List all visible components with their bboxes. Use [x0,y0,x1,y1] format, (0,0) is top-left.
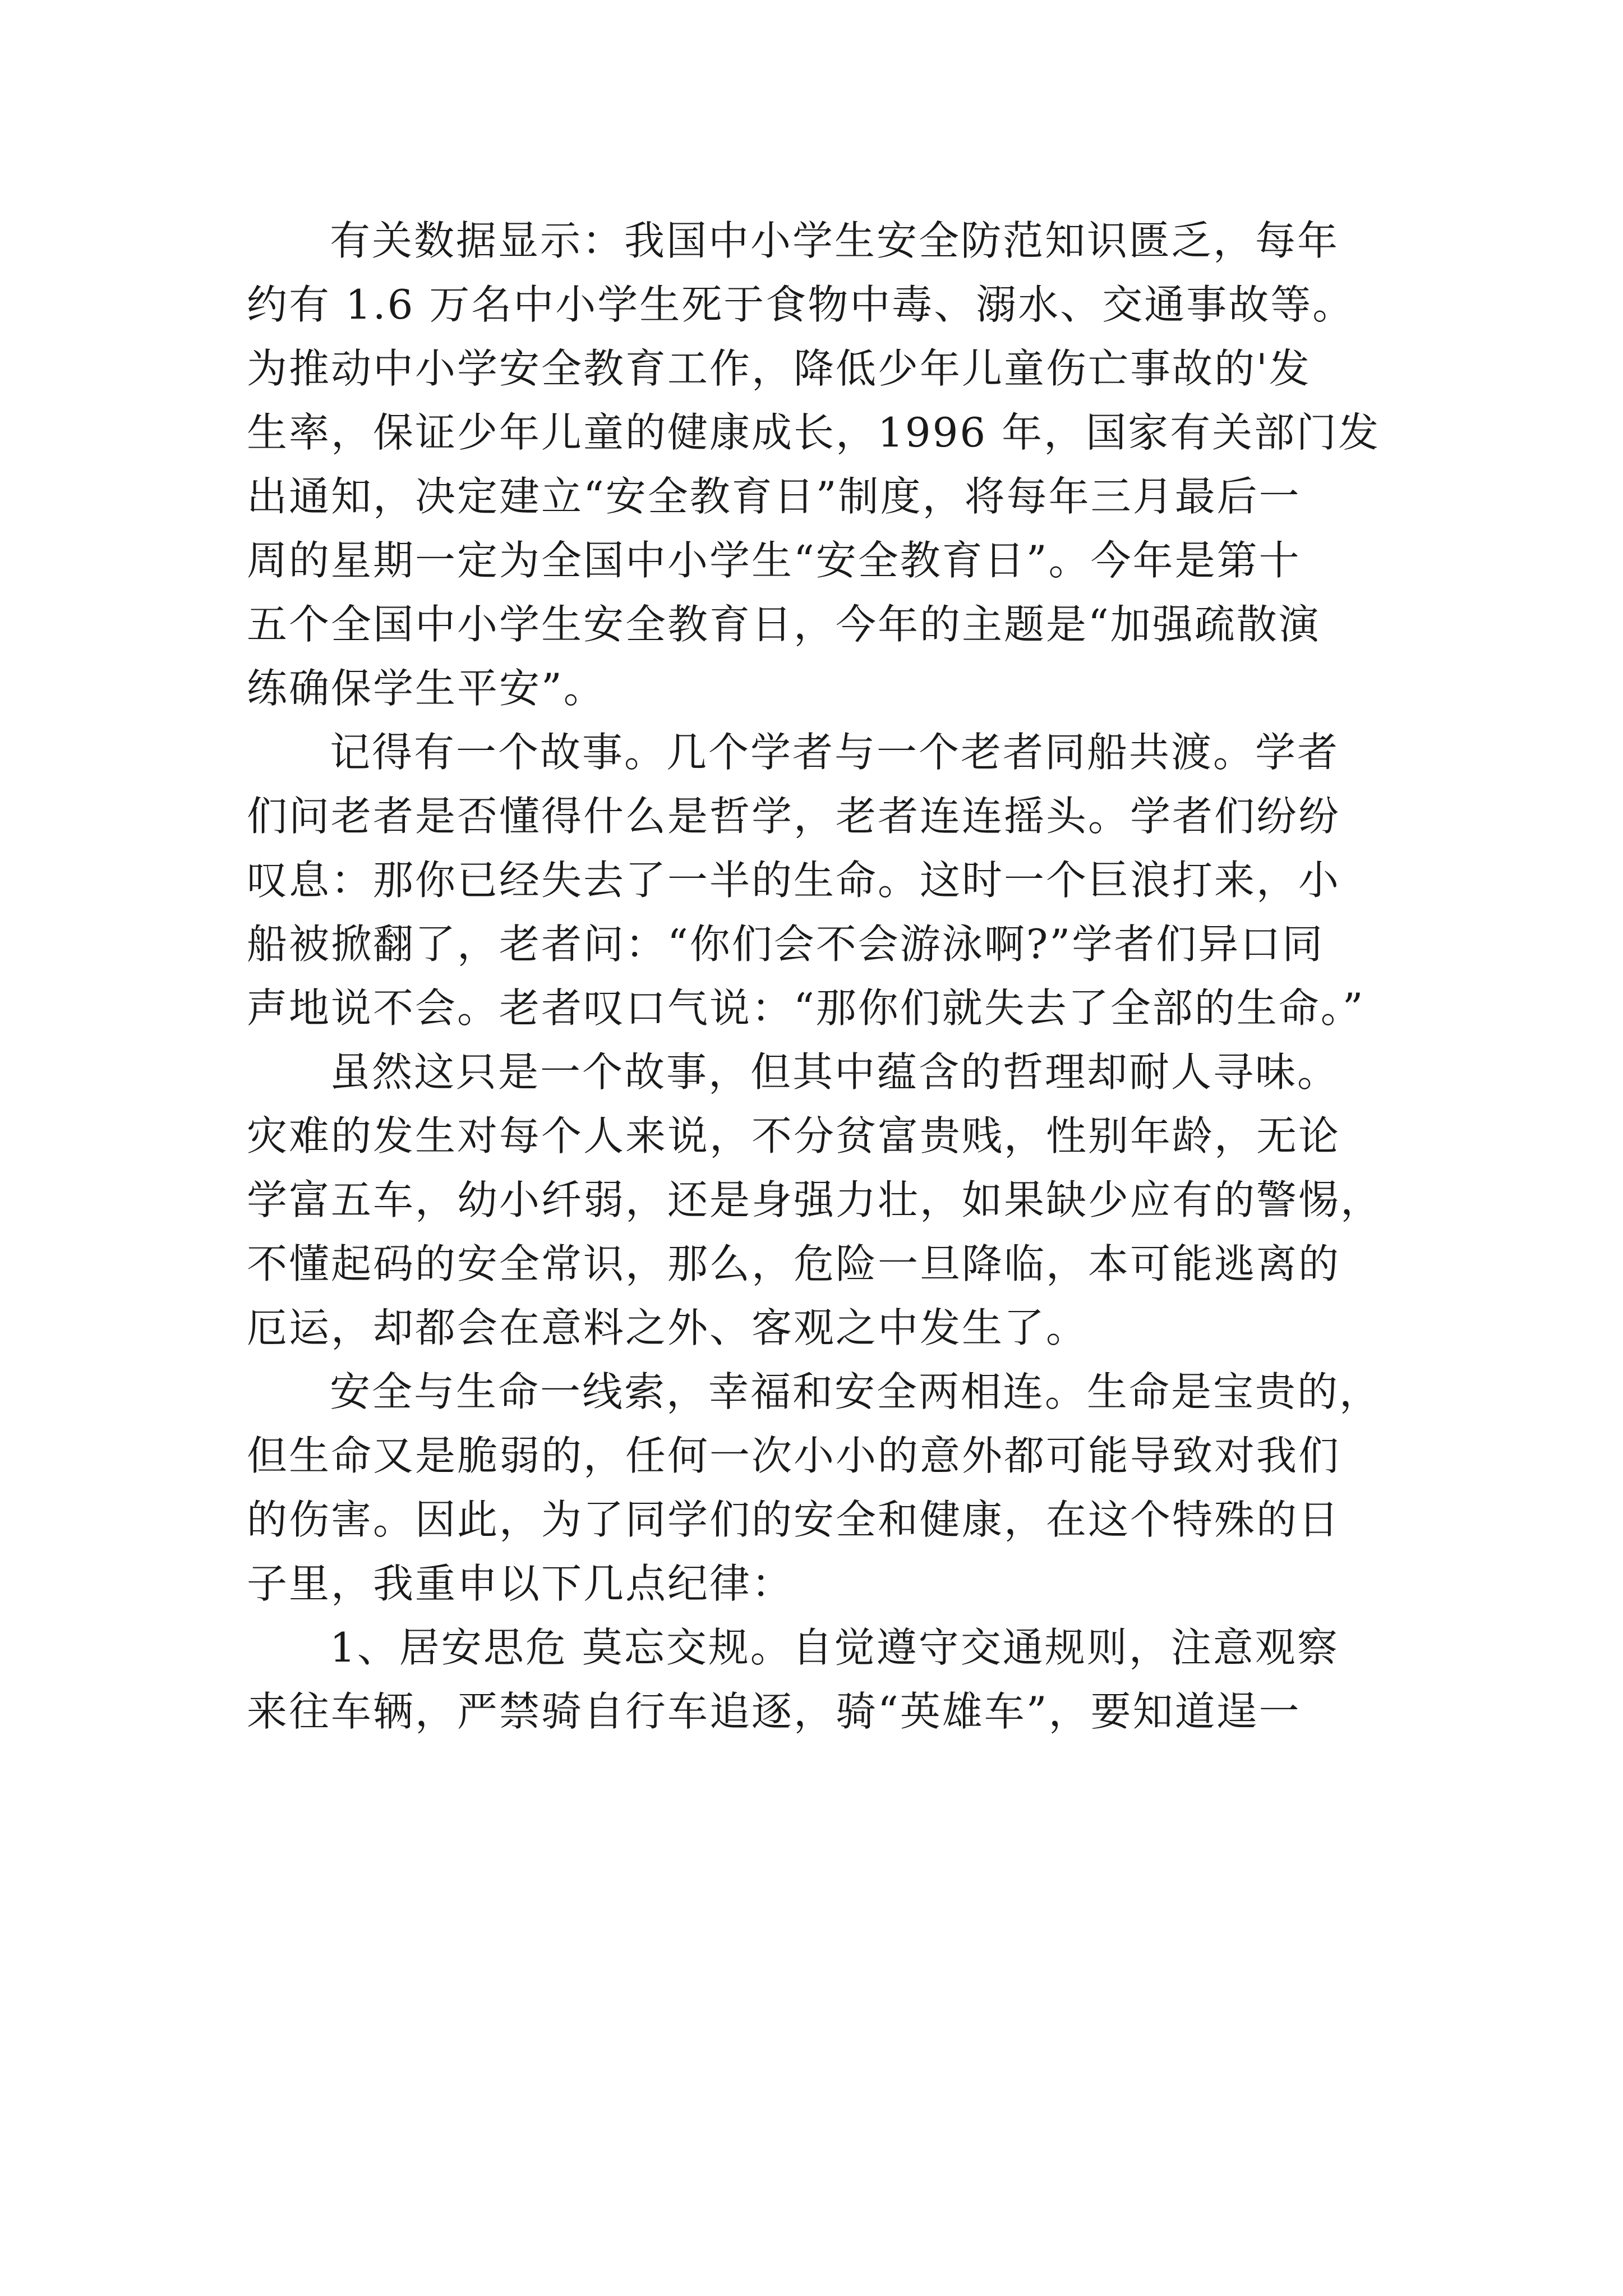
text-line: 安全与生命一线索，幸福和安全两相连。生命是宝贵的， [330,1368,1382,1415]
text-line: 练确保学生平安”。 [247,665,606,712]
paragraph-story [247,720,1380,1040]
text-line: 但生命又是脆弱的，任何一次小小的意外都可能导致对我们 [247,1432,1341,1479]
text-line: 灾难的发生对每个人来说，不分贫富贵贱，性别年龄，无论 [247,1112,1341,1159]
text-line: 为推动中小学安全教育工作，降低少年儿童伤亡事故的'发 [247,345,1311,392]
text-line: 叹息：那你已经失去了一半的生命。这时一个巨浪打来，小 [247,857,1341,904]
paragraph-statistics [247,209,1380,720]
text-line: 船被掀翻了，老者问：“你们会不会游泳啊?”学者们异口同 [247,921,1325,968]
text-line: 来往车辆，严禁骑自行车追逐，骑“英雄车”，要知道逞一 [247,1688,1301,1735]
text-line: 约有 1.6 万名中小学生死于食物中毒、溺水、交通事故等。 [247,281,1355,328]
text-line: 生率，保证少年儿童的健康成长，1996 年，国家有关部门发 [247,409,1381,456]
text-line: 厄运，却都会在意料之外、客观之中发生了。 [247,1304,1089,1351]
paragraph-moral [247,1040,1383,1360]
text-line: 的伤害。因此，为了同学们的安全和健康，在这个特殊的日 [247,1496,1341,1543]
text-line: 虽然这只是一个故事，但其中蕴含的哲理却耐人寻味。 [330,1048,1340,1096]
paragraph-rule-1 [247,1616,1380,1743]
paragraph-safety-life [247,1360,1380,1616]
text-line: 1、居安思危 莫忘交规。自觉遵守交通规则，注意观察 [330,1624,1339,1671]
text-line: 子里，我重申以下几点纪律： [247,1560,794,1607]
text-line: 学富五车，幼小纤弱，还是身强力壮，如果缺少应有的警惕， [247,1176,1383,1223]
text-line: 声地说不会。老者叹口气说：“那你们就失去了全部的生命。” [247,984,1365,1032]
document-body [247,209,1383,1743]
text-line: 五个全国中小学生安全教育日，今年的主题是“加强疏散演 [247,601,1321,648]
text-line: 有关数据显示：我国中小学生安全防范知识匮乏，每年 [330,217,1340,264]
text-line: 们问老者是否懂得什么是哲学，老者连连摇头。学者们纷纷 [247,793,1341,840]
text-line: 记得有一个故事。几个学者与一个老者同船共渡。学者 [330,729,1340,776]
text-line: 周的星期一定为全国中小学生“安全教育日”。今年是第十 [247,537,1301,584]
text-line: 出通知，决定建立“安全教育日”制度，将每年三月最后一 [247,473,1301,520]
text-line: 不懂起码的安全常识，那么，危险一旦降临，本可能逃离的 [247,1240,1341,1287]
